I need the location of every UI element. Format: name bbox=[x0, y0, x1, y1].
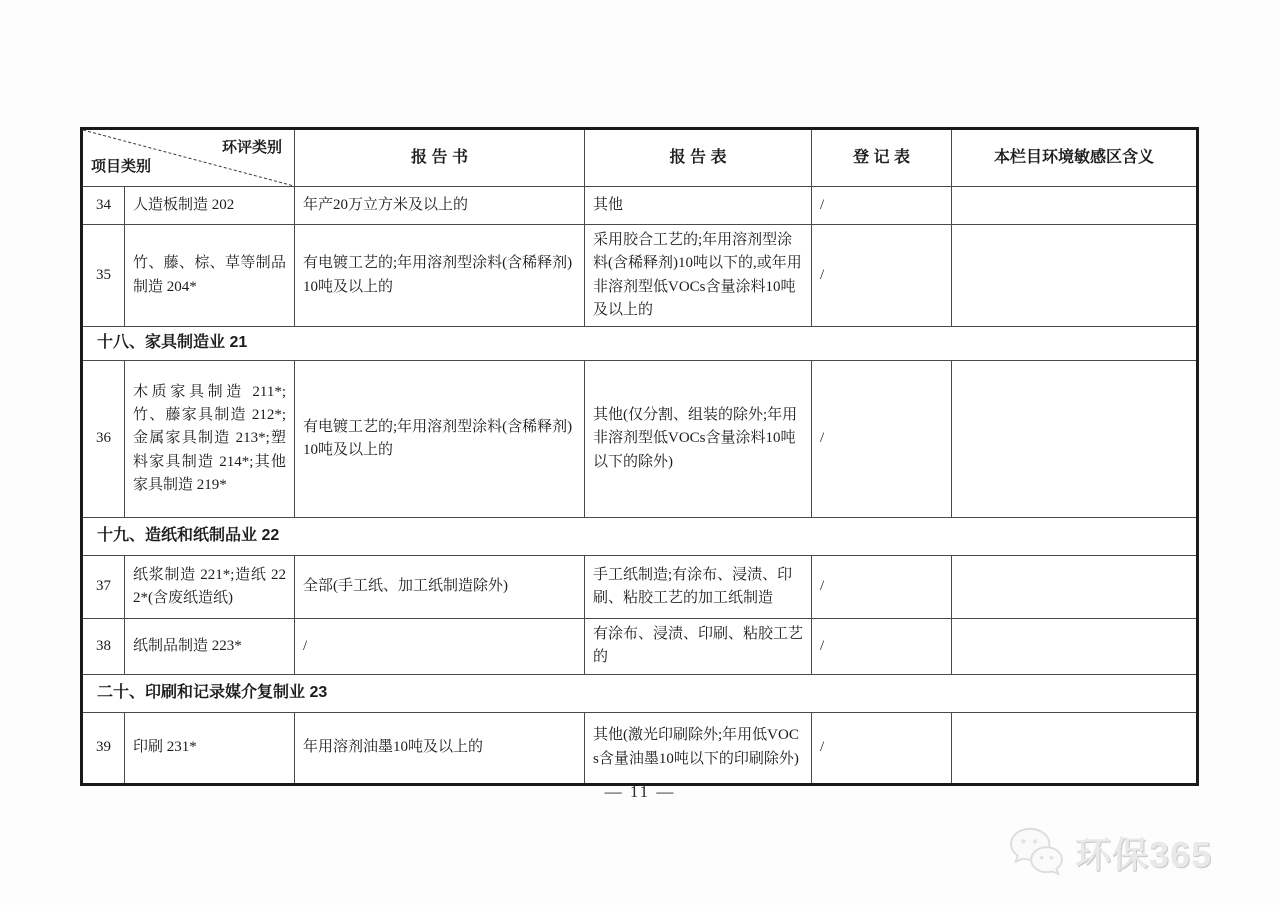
brand-watermark bbox=[1007, 826, 1212, 878]
registration-cell: / bbox=[812, 619, 952, 675]
sensitive-meaning-cell bbox=[952, 225, 1198, 327]
report-book-cell: / bbox=[295, 619, 585, 675]
row-number: 36 bbox=[82, 361, 125, 518]
project-category-cell: 木质家具制造 211*;竹、藤家具制造 212*;金属家具制造 213*;塑料家具制造 214*;其他家具制造 219* bbox=[125, 361, 295, 518]
wechat-bubbles-icon bbox=[1007, 826, 1065, 878]
header-report-book: 报 告 书 bbox=[295, 129, 585, 187]
project-category-cell: 纸制品制造 223* bbox=[125, 619, 295, 675]
table-row-39 bbox=[82, 712, 1198, 784]
project-category-cell: 印刷 231* bbox=[125, 712, 295, 784]
table-row-35 bbox=[82, 225, 1198, 327]
header-registration-form: 登 记 表 bbox=[812, 129, 952, 187]
header-report-form: 报 告 表 bbox=[585, 129, 812, 187]
section-title: 十八、家具制造业 21 bbox=[82, 327, 1198, 361]
registration-cell: / bbox=[812, 225, 952, 327]
table-row-34 bbox=[82, 187, 1198, 225]
table-row-38 bbox=[82, 619, 1198, 675]
table-row-37 bbox=[82, 556, 1198, 619]
report-form-cell: 其他(仅分割、组装的除外;年用非溶剂型低VOCs含量涂料10吨以下的除外) bbox=[585, 361, 812, 518]
report-form-cell: 其他(激光印刷除外;年用低VOCs含量油墨10吨以下的印刷除外) bbox=[585, 712, 812, 784]
row-number: 37 bbox=[82, 556, 125, 619]
section-row-furniture bbox=[82, 327, 1198, 361]
registration-cell: / bbox=[812, 361, 952, 518]
row-number: 38 bbox=[82, 619, 125, 675]
project-category-cell: 竹、藤、棕、草等制品制造 204* bbox=[125, 225, 295, 327]
report-book-cell: 有电镀工艺的;年用溶剂型涂料(含稀释剂)10吨及以上的 bbox=[295, 361, 585, 518]
report-book-cell: 年产20万立方米及以上的 bbox=[295, 187, 585, 225]
sensitive-meaning-cell bbox=[952, 619, 1198, 675]
page-number: — 11 — bbox=[604, 782, 676, 801]
project-category-cell: 人造板制造 202 bbox=[125, 187, 295, 225]
table-body bbox=[82, 187, 1198, 785]
section-row-printing bbox=[82, 674, 1198, 712]
row-number: 39 bbox=[82, 712, 125, 784]
report-form-cell: 采用胶合工艺的;年用溶剂型涂料(含稀释剂)10吨以下的,或年用非溶剂型低VOCs含量涂料10吨及以上的 bbox=[585, 225, 812, 327]
header-eia-category-label: 环评类别 bbox=[221, 139, 282, 156]
table-header-row bbox=[82, 129, 1198, 187]
section-row-paper bbox=[82, 518, 1198, 556]
sensitive-meaning-cell bbox=[952, 361, 1198, 518]
brand-name: 环保365 bbox=[1074, 833, 1212, 875]
sensitive-meaning-cell bbox=[952, 556, 1198, 619]
row-number: 34 bbox=[82, 187, 125, 225]
report-form-cell: 有涂布、浸渍、印刷、粘胶工艺的 bbox=[585, 619, 812, 675]
table-row-36 bbox=[82, 361, 1198, 518]
header-sensitive-area-meaning: 本栏目环境敏感区含义 bbox=[952, 129, 1198, 187]
report-book-cell: 全部(手工纸、加工纸制造除外) bbox=[295, 556, 585, 619]
diagonal-header-cell bbox=[82, 129, 295, 187]
report-form-cell: 其他 bbox=[585, 187, 812, 225]
row-number: 35 bbox=[82, 225, 125, 327]
report-book-cell: 有电镀工艺的;年用溶剂型涂料(含稀释剂)10吨及以上的 bbox=[295, 225, 585, 327]
sensitive-meaning-cell bbox=[952, 712, 1198, 784]
eia-category-table bbox=[80, 127, 1199, 786]
project-category-cell: 纸浆制造 221*;造纸 222*(含废纸造纸) bbox=[125, 556, 295, 619]
report-book-cell: 年用溶剂油墨10吨及以上的 bbox=[295, 712, 585, 784]
registration-cell: / bbox=[812, 712, 952, 784]
sensitive-meaning-cell bbox=[952, 187, 1198, 225]
registration-cell: / bbox=[812, 556, 952, 619]
registration-cell: / bbox=[812, 187, 952, 225]
section-title: 十九、造纸和纸制品业 22 bbox=[82, 518, 1198, 556]
report-form-cell: 手工纸制造;有涂布、浸渍、印刷、粘胶工艺的加工纸制造 bbox=[585, 556, 812, 619]
section-title: 二十、印刷和记录媒介复制业 23 bbox=[82, 674, 1198, 712]
header-project-category-label: 项目类别 bbox=[91, 157, 152, 175]
